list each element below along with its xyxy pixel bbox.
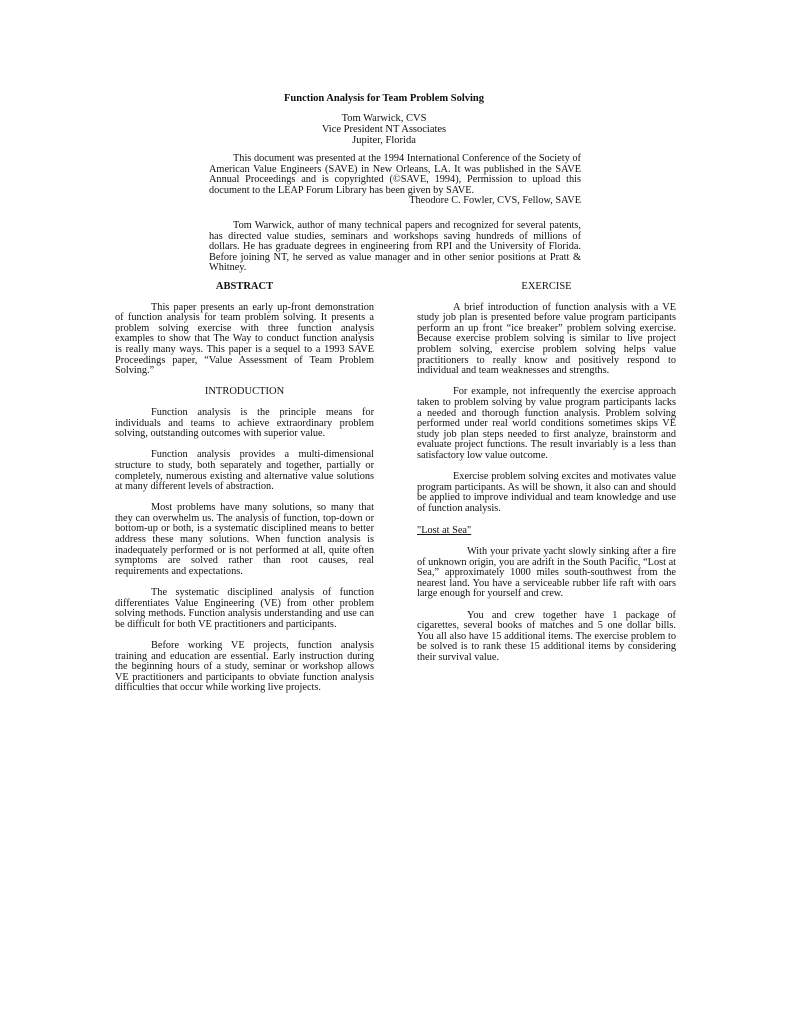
notice-credit: Theodore C. Fowler, CVS, Fellow, SAVE [409, 195, 581, 207]
author-bio [209, 221, 581, 274]
lost-at-sea-subheading: "Lost at Sea" [417, 525, 472, 537]
author-position: Vice President NT Associates [321, 124, 447, 135]
intro-paragraph: Function analysis is the principle means for individuals and teams to achieve extraordinary problem solving, outstanding outcomes with superior value. [115, 406, 374, 440]
abstract-text: This paper presents an early up-front demonstration of function analysis for team problem solving. It presents a problem solving exercise with three function analysis examples to show that The Way to conduct function analysis is really many ways. This paper is a sequel to a 1993 SAVE Proceedings paper, “Value Assessment of Team Problem Solving.” [115, 301, 374, 377]
intro-paragraph: Before working VE projects, function analysis training and education are essential. Early instruction during the beginning hours of a study, seminar or workshop allows VE practitioners and participants to obviate function analysis difficulties that occur while working live projects. [115, 640, 374, 694]
exercise-paragraph: A brief introduction of function analysis with a VE study job plan is presented before value program participants perform an up front “ice breaker” problem solving exercise. Because exercise problem solving is similar to live project problem solving, exercise problem solving helps value practitioners to really know and positively respond to individual and team weaknesses and strengths. [417, 301, 676, 377]
lost-at-sea-paragraph: With your private yacht slowly sinking after a fire of unknown origin, you are adrift in the South Pacific, “Lost at Sea,” approximately 1000 miles south-southwest from the nearest land. You have a serviceable rubber life raft with oars large enough for yourself and crew. [417, 546, 676, 600]
exercise-paragraph: Exercise problem solving excites and motivates value program participants. As will be shown, it also can and should be applied to improve individual and team knowledge and use of function analysis. [417, 471, 676, 514]
lost-at-sea-paragraph: You and crew together have 1 package of cigarettes, several books of matches and 5 one dollar bills. You all also have 15 additional items. The exercise problem to be solved is to rank these 15 additional items by considering their survival value. [417, 609, 676, 663]
introduction-heading: INTRODUCTION [204, 386, 285, 398]
exercise-heading: EXERCISE [521, 281, 572, 292]
publication-notice [209, 154, 581, 207]
left-column [115, 282, 374, 705]
exercise-paragraph: For example, not infrequently the exercise approach taken to problem solving by value program participants lacks a needed and thorough function analysis. Problem solving performed under real world conditions sometimes skips VE study job plan steps needed to first analyze, brainstorm and evaluate project functions. The result invariably is a less than satisfactory low value outcome. [417, 386, 676, 461]
intro-paragraph: The systematic disciplined analysis of function differentiates Value Engineering (VE) from other problem solving methods. Function analysis understanding and use can be difficult for both VE practitioners and participants. [115, 587, 374, 630]
abstract-heading: ABSTRACT [215, 281, 274, 292]
notice-text: This document was presented at the 1994 International Conference of the Society of American Value Engineers (SAVE) in New Orleans, LA. It was published in the SAVE Annual Proceedings and is copyrighted (©SAVE, 1994), Permission to upload this document to the LEAP Forum Library has been given by SAVE. [209, 153, 581, 196]
author-location: Jupiter, Florida [352, 135, 416, 146]
paper-title: Function Analysis for Team Problem Solving [283, 93, 485, 104]
author-name: Tom Warwick, CVS [341, 113, 427, 124]
intro-paragraph: Most problems have many solutions, so many that they can overwhelm us. The analysis of function, top-down or bottom-up or both, is a systematic disciplined means to better address these many solutions. When function analysis is inadequately performed or is not performed at all, quite often symptoms are solved rather than root causes, real requirements and expectations. [115, 502, 374, 577]
author-block [0, 113, 768, 146]
right-column [417, 282, 676, 674]
intro-paragraph: Function analysis provides a multi-dimensional structure to study, both separately and together, partially or completely, numerous existing and alternative value solutions at many different levels of abstraction. [115, 449, 374, 493]
bio-text: Tom Warwick, author of many technical papers and recognized for several patents, has directed value studies, seminars and workshops saving hundreds of millions of dollars. He has graduate degrees in engineering from RPI and the University of Florida. Before joining NT, he served as value manager and in other senior positions at Pratt & Whitney. [209, 220, 581, 274]
